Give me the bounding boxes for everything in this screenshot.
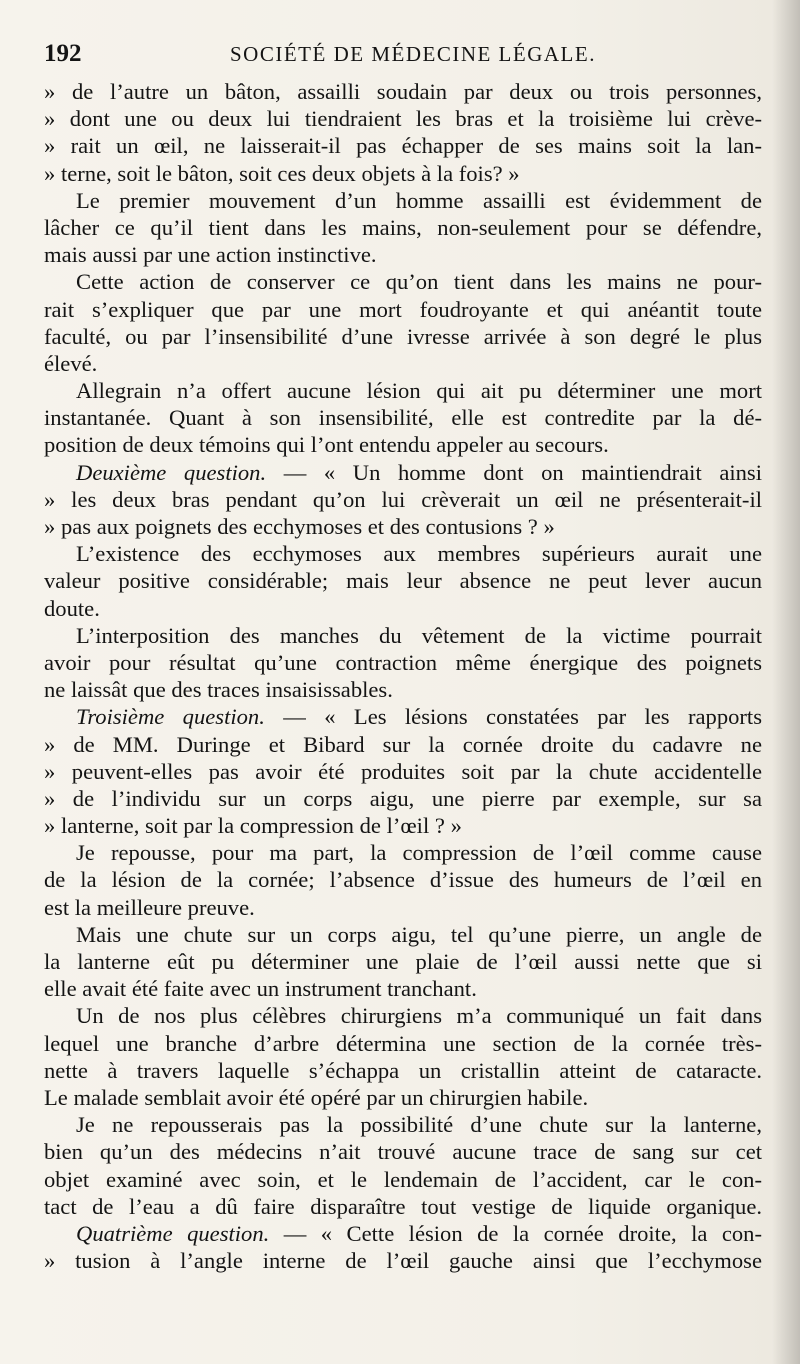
text-line: [44, 268, 762, 295]
line-text: » terne, soit le bâton, soit ces deux objets à la fois? »: [44, 160, 520, 186]
line-text: élevé.: [44, 350, 98, 376]
line-text: lâcher ce qu’il tient dans les mains, non-seulement pour se défendre,: [44, 214, 762, 240]
line-text: Mais une chute sur un corps aigu, tel qu’une pierre, un angle de: [76, 921, 762, 947]
line-text: position de deux témoins qui l’ont entendu appeler au secours.: [44, 432, 609, 458]
line-text: doute.: [44, 595, 100, 621]
running-head: SOCIÉTÉ DE MÉDECINE LÉGALE.: [230, 42, 596, 66]
text-line: [44, 160, 762, 187]
page-number: 192: [44, 40, 82, 67]
text-line: [44, 132, 762, 159]
line-text: » dont une ou deux lui tiendraient les bras et la troisième lui crève-: [44, 106, 762, 132]
line-text: — « Les lésions constatées par les rapports: [264, 704, 762, 730]
line-text: L’interposition des manches du vêtement de la victime pourrait: [76, 622, 762, 648]
text-line: [44, 431, 762, 458]
text-line: [44, 323, 762, 350]
question-label: Deuxième question.: [76, 459, 267, 485]
text-line: [44, 1084, 762, 1111]
line-text: — « Un homme dont on maintiendrait ainsi: [266, 459, 762, 485]
line-text: Je repousse, pour ma part, la compression de l’œil comme cause: [76, 840, 762, 866]
text-line: [44, 1002, 762, 1029]
line-text: » de l’individu sur un corps aigu, une pierre par exemple, sur sa: [44, 785, 762, 811]
line-text: Allegrain n’a offert aucune lésion qui ait pu déterminer une mort: [76, 378, 762, 404]
text-line: [44, 404, 762, 431]
line-text: » de l’autre un bâton, assailli soudain par deux ou trois personnes,: [44, 79, 762, 104]
line-text: mais aussi par une action instinctive.: [44, 242, 377, 268]
line-text: ne laissât que des traces insaisissables.: [44, 677, 393, 703]
page-header: [44, 36, 762, 78]
line-text: » les deux bras pendant qu’on lui crèverait un œil ne présenterait-il: [44, 486, 762, 512]
line-text: L’existence des ecchymoses aux membres supérieurs aurait une: [76, 541, 762, 567]
body-text: [44, 78, 762, 1274]
line-text: » lanterne, soit par la compression de l’œil ? »: [44, 813, 462, 839]
line-text: Un de nos plus célèbres chirurgiens m’a communiqué un fait dans: [76, 1003, 762, 1029]
line-text: elle avait été faite avec un instrument tranchant.: [44, 976, 477, 1002]
text-line: [44, 1030, 762, 1057]
text-line: [44, 214, 762, 241]
line-text: » de MM. Duringe et Bibard sur la cornée droite du cadavre ne: [44, 731, 762, 757]
line-text: » pas aux poignets des ecchymoses et des contusions ? »: [44, 514, 555, 539]
line-text: » rait un œil, ne laisserait-il pas échapper de ses mains soit la lan-: [44, 133, 762, 159]
text-line: [44, 1057, 762, 1084]
line-text: tact de l’eau a dû faire disparaître tout vestige de liquide organique.: [44, 1193, 762, 1219]
text-line: [44, 486, 762, 513]
text-line: [44, 676, 762, 703]
text-line: [44, 540, 762, 567]
text-line: [44, 567, 762, 594]
line-text: valeur positive considérable; mais leur absence ne peut lever aucun: [44, 568, 762, 594]
text-line: [44, 622, 762, 649]
text-line: [44, 1193, 762, 1220]
text-line: [44, 187, 762, 214]
line-text: avoir pour résultat qu’une contraction même énergique des poignets: [44, 649, 762, 675]
question-label: Troisième question.: [76, 704, 265, 730]
line-text: lequel une branche d’arbre détermina une section de la cornée très-: [44, 1030, 762, 1056]
line-text: objet examiné avec soin, et le lendemain de l’accident, car le con-: [44, 1166, 762, 1192]
text-line: [44, 649, 762, 676]
text-line: [44, 894, 762, 921]
text-line: [44, 839, 762, 866]
line-text: Le premier mouvement d’un homme assailli est évidemment de: [76, 187, 762, 213]
line-text: de la lésion de la cornée; l’absence d’issue des humeurs de l’œil en: [44, 867, 762, 893]
text-line: [44, 866, 762, 893]
line-text: Je ne repousserais pas la possibilité d’une chute sur la lanterne,: [76, 1112, 762, 1138]
text-line: [44, 812, 762, 839]
text-line: [44, 1138, 762, 1165]
text-line: [44, 948, 762, 975]
line-text: » peuvent-elles pas avoir été produites soit par la chute accidentelle: [44, 758, 762, 784]
line-text: Le malade semblait avoir été opéré par un chirurgien habile.: [44, 1084, 589, 1110]
line-text: nette à travers laquelle s’échappa un cristallin atteint de cataracte.: [44, 1057, 762, 1083]
line-text: bien qu’un des médecins n’ait trouvé aucune trace de sang sur cet: [44, 1139, 762, 1165]
text-line: [44, 459, 762, 486]
line-text: la lanterne eût pu déterminer une plaie de l’œil aussi nette que si: [44, 949, 762, 974]
text-line: [44, 785, 762, 812]
line-text: Cette action de conserver ce qu’on tient dans les mains ne pour-: [76, 269, 762, 295]
line-text: — « Cette lésion de la cornée droite, la con-: [269, 1220, 762, 1246]
line-text: » tusion à l’angle interne de l’œil gauche ainsi que l’ecchymose: [44, 1248, 762, 1274]
text-line: [44, 513, 762, 540]
text-line: [44, 595, 762, 622]
text-line: [44, 758, 762, 785]
line-text: instantanée. Quant à son insensibilité, elle est contredite par la dé-: [44, 405, 762, 431]
text-line: [44, 78, 762, 105]
line-text: rait s’expliquer que par une mort foudroyante et qui anéantit toute: [44, 296, 762, 322]
text-line: [44, 241, 762, 268]
line-text: est la meilleure preuve.: [44, 894, 255, 920]
text-line: [44, 1111, 762, 1138]
text-line: [44, 1247, 762, 1274]
text-line: [44, 350, 762, 377]
text-line: [44, 296, 762, 323]
question-label: Quatrième question.: [76, 1220, 270, 1246]
text-line: [44, 975, 762, 1002]
text-line: [44, 1220, 762, 1247]
text-line: [44, 377, 762, 404]
text-line: [44, 921, 762, 948]
text-line: [44, 731, 762, 758]
text-line: [44, 1166, 762, 1193]
text-line: [44, 703, 762, 730]
text-line: [44, 105, 762, 132]
line-text: faculté, ou par l’insensibilité d’une ivresse arrivée à son degré le plus: [44, 323, 762, 349]
